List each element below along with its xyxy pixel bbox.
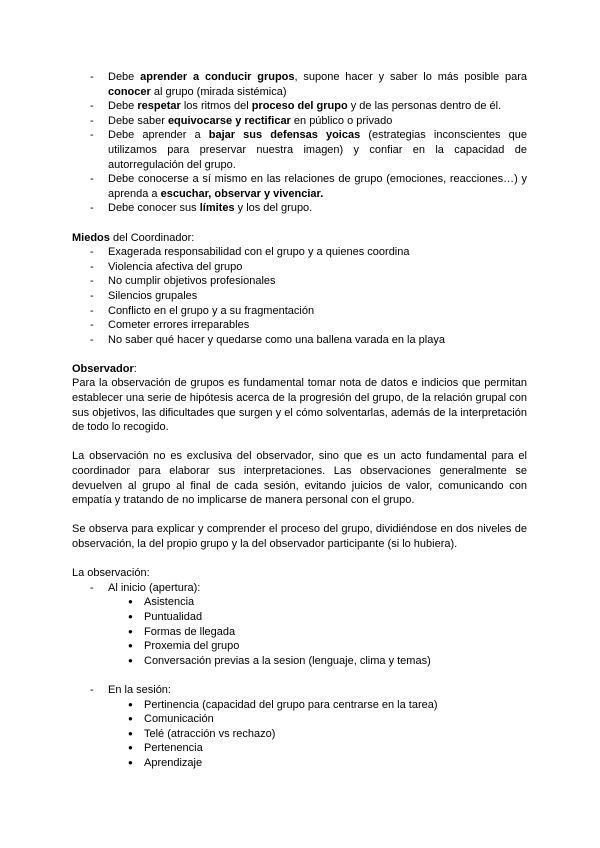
text-run: en público o privado [290,114,393,127]
list-item [72,201,527,216]
observation-heading: La observación: [72,567,150,580]
fears-heading-bold: Miedos [72,231,110,244]
text-run: y los del grupo. [234,202,313,215]
text-run-bold: conocer [108,85,151,98]
document-page [72,70,527,771]
observer-heading [72,362,527,377]
list-item: - Silencios grupales [72,289,527,304]
list-item: ● Proxemia del grupo [108,639,527,654]
spacer [72,435,527,450]
text-run-bold: proceso del grupo [251,100,348,113]
list-item: ● Pertenencia [108,741,527,756]
fears-list [72,245,527,347]
text-run: los ritmos del [180,100,252,113]
list-item: - Exagerada responsabilidad con el grupo y a quienes coordina [72,245,527,260]
text-run: Debe [108,71,141,83]
spacer [72,216,527,231]
session-items-list [108,698,527,771]
list-item: ● Puntualidad [108,610,527,625]
observation-session-item [72,683,527,771]
list-item [72,114,527,129]
spacer [72,508,527,523]
fears-heading-rest: del Coordinador: [109,231,195,244]
observer-paragraph-3: Se observa para explicar y comprender el proceso del grupo, dividiéndose en dos niveles de observación, la del propio grupo y la del observador participante (si lo hubiera). [72,523,527,550]
text-run: , supone hacer y saber lo más posible para [294,71,527,83]
observation-start-item [72,581,527,669]
list-item: ● Aprendizaje [108,756,527,771]
text-run-bold: escuchar, observar y vivenciar. [160,187,324,200]
list-item: - No saber qué hacer y quedarse como una ballena varada en la playa [72,333,527,348]
list-item: ● Comunicación [108,712,527,727]
observer-heading-bold: Observador [72,362,134,375]
list-item: - Cometer errores irreparables [72,318,527,333]
text-run: (estrategias inconscientes que utilizamos para preservar nuestra imagen) y confiar en la capacidad de autorregulación del grupo. [108,129,527,171]
spacer [72,347,527,362]
list-item [72,99,527,114]
text-run-bold: aprender a conducir grupos [140,71,295,83]
list-item: - Violencia afectiva del grupo [72,260,527,275]
coordinator-duties-list [72,70,527,216]
text-run-bold: respetar [137,100,181,113]
start-items-list [108,595,527,668]
list-item: - No cumplir objetivos profesionales [72,274,527,289]
text-run: Debe [108,100,138,113]
text-run-bold: límites [199,202,235,215]
text-run-bold: bajar sus defensas yoicas [208,129,361,142]
observer-paragraph-2: La observación no es exclusiva del observador, sino que es un acto fundamental para el coordinador para elaborar sus interpretaciones. Las observaciones generalmente se devuelven al grupo al final de cada sesión, evitando juicios de valor, comunicando con empatía y tratando de no implicarse de manera personal con el grupo. [72,450,527,507]
list-item [72,172,527,201]
list-item: ● Formas de llegada [108,625,527,640]
observer-heading-rest: : [133,362,137,375]
observer-paragraph-1: Para la observación de grupos es fundamental tomar nota de datos e indicios que permitan establecer una serie de hipótesis acerca de la progresión del grupo, de la relación grupal con sus objetivos, las dificultades que surgen y el cómo solventarlas, además de la interpretación de todo lo recogido. [72,377,527,434]
spacer [72,668,527,683]
observation-phase-list [72,581,527,669]
text-run: y de las personas dentro de él. [347,100,502,113]
fears-heading [72,231,527,246]
list-item: ● Telé (atracción vs rechazo) [108,727,527,742]
list-item: ● Pertinencia (capacidad del grupo para centrarse en la tarea) [108,698,527,713]
observation-start-label: Al inicio (apertura): [108,581,201,594]
list-item [72,128,527,172]
observation-session-list [72,683,527,771]
text-run: Debe saber [108,114,168,127]
list-item: - Conflicto en el grupo y a su fragmentación [72,304,527,319]
text-run: al grupo (mirada sistémica) [150,85,287,98]
text-run: Debe conocerse a sí mismo en las relaciones de grupo (emociones, reacciones…) y aprenda a [108,173,527,200]
observation-session-label: En la sesión: [108,683,171,696]
spacer [72,552,527,567]
text-run: Debe conocer sus [108,202,200,215]
text-run: Debe aprender a [108,129,209,142]
list-item: ● Conversación previas a la sesion (lenguaje, clima y temas) [108,654,527,669]
list-item [72,70,527,99]
text-run-bold: equivocarse y rectificar [167,114,291,127]
list-item: ● Asistencia [108,595,527,610]
